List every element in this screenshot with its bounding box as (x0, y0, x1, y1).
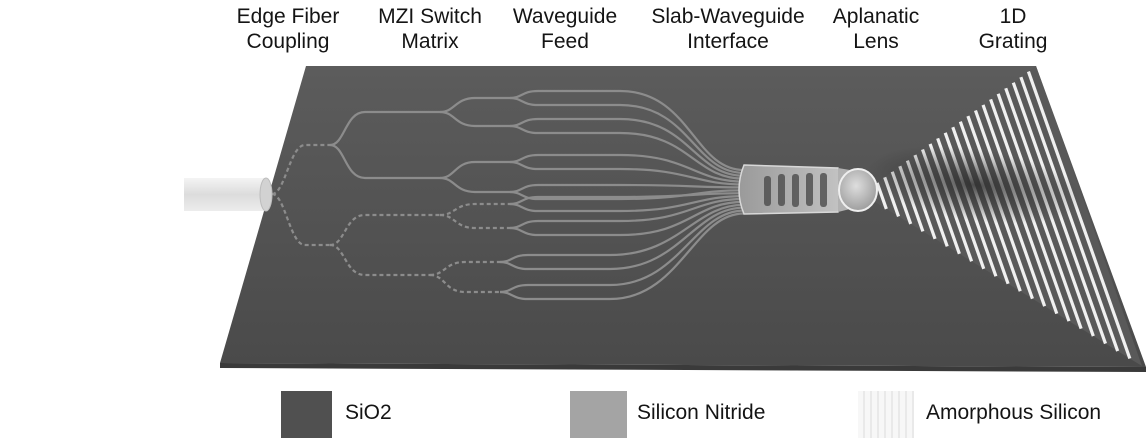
lens-body (839, 169, 877, 211)
optical-fiber (184, 178, 272, 211)
aplanatic-lens (838, 168, 877, 212)
label-aplanatic-lens: Aplanatic Lens (832, 5, 920, 53)
label-edge-fiber-coupling: Edge Fiber Coupling (236, 5, 340, 53)
legend-swatch-amorphous-silicon (858, 391, 914, 438)
slab-waveguide (739, 165, 844, 214)
fiber-end (260, 178, 272, 211)
legend-label-silicon-nitride: Silicon Nitride (637, 401, 766, 424)
label-slab-waveguide-interface: Slab-Waveguide Interface (651, 5, 805, 53)
fiber-body (184, 178, 266, 211)
legend-swatch-silicon-nitride (570, 391, 627, 438)
label-1d-grating: 1D Grating (978, 5, 1048, 53)
label-waveguide-feed: Waveguide Feed (512, 5, 618, 53)
legend-label-sio2: SiO2 (345, 401, 392, 424)
legend-label-amorphous-silicon: Amorphous Silicon (926, 401, 1102, 424)
slab-body (739, 165, 844, 214)
legend-swatch-sio2 (281, 391, 332, 438)
label-mzi-switch-matrix: MZI Switch Matrix (378, 5, 482, 53)
